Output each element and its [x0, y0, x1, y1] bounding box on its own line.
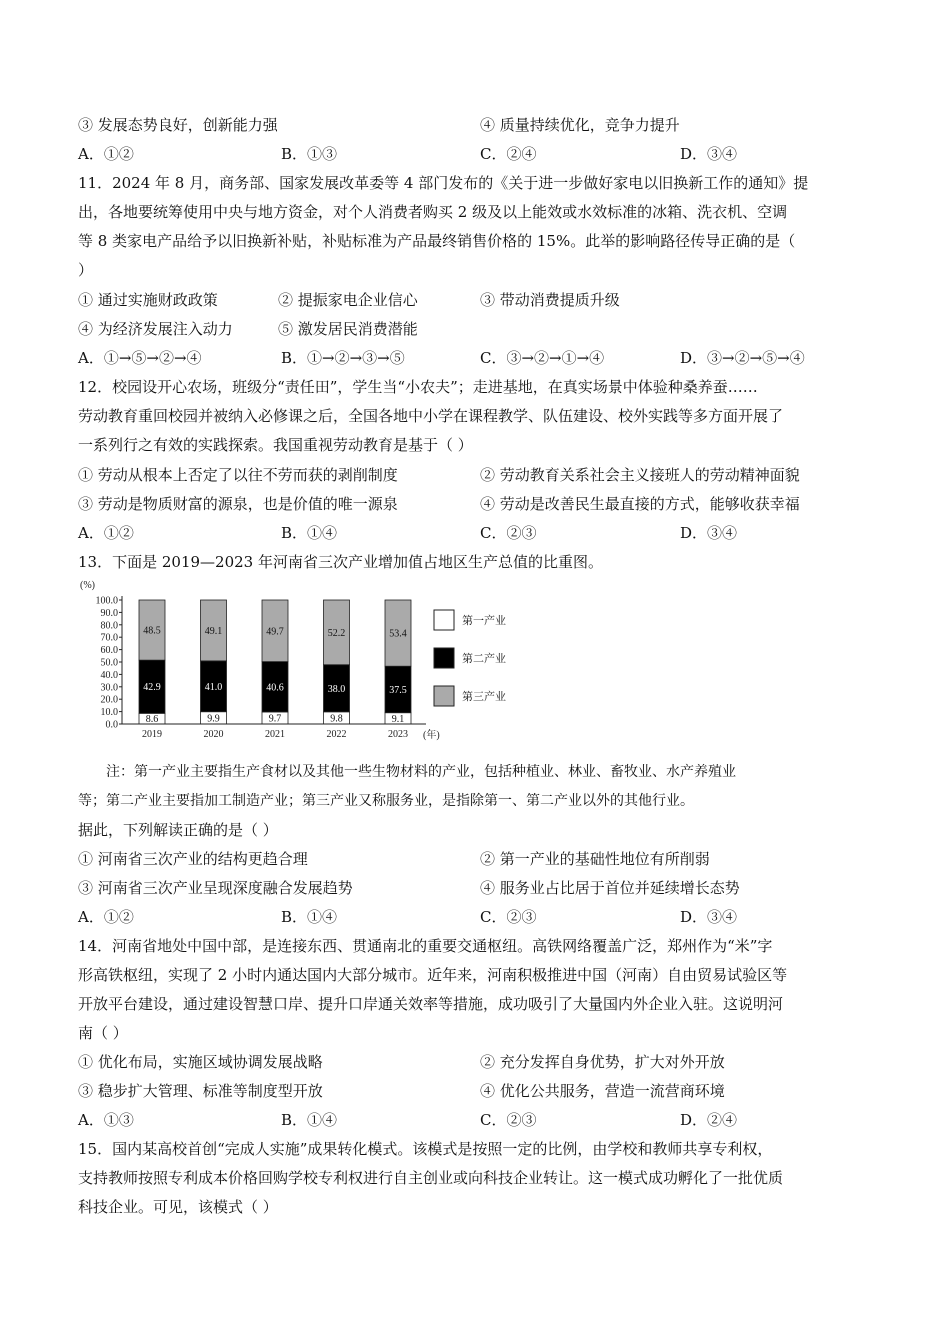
- bar-value-label: 49.1: [204, 625, 223, 637]
- q14-choice-d[interactable]: D．②④: [680, 1111, 738, 1129]
- bar-value-label: 49.7: [266, 626, 284, 638]
- q14-option-3: ③ 稳步扩大管理、标准等制度型开放: [78, 1082, 323, 1100]
- q11-options-row-2: [78, 319, 878, 339]
- q11-options-row-1: [78, 290, 878, 310]
- x-tick-label: 2020: [203, 729, 224, 740]
- q15-stem-line-2: 支持教师按照专利成本价格回购学校专利权进行自主创业或向科技企业转让。这一模式成功孵化了一批优质: [78, 1169, 784, 1187]
- bar-value-label: 53.4: [389, 628, 407, 640]
- y-tick-label: 40.0: [100, 669, 118, 681]
- legend-label: 第三产业: [462, 691, 506, 703]
- q13-note-line-1: 注：第一产业主要指生产食材以及其他一些生物材料的产业，包括种植业、林业、畜牧业、水产养殖业: [106, 764, 736, 780]
- q13-option-2: ② 第一产业的基础性地位有所削弱: [480, 850, 710, 868]
- q10-choice-b[interactable]: B．①③: [281, 145, 338, 163]
- q11-stem-line-4: ）: [78, 261, 94, 279]
- q14-choice-a[interactable]: A．①③: [78, 1111, 134, 1129]
- q14-option-4: ④ 优化公共服务，营造一流营商环境: [480, 1082, 725, 1100]
- q13-stem-line-1: 13．下面是 2019—2023 年河南省三次产业增加值占地区生产总值的比重图。: [78, 553, 603, 571]
- q12-option-4: ④ 劳动是改善民生最直接的方式，能够收获幸福: [480, 495, 800, 513]
- q11-option-2: ② 提振家电企业信心: [278, 291, 418, 309]
- q11-choice-d[interactable]: D．③→②→⑤→④: [680, 349, 805, 367]
- x-tick-label: 2019: [142, 729, 162, 740]
- q13-stem-line-2: 据此，下列解读正确的是（ ）: [78, 821, 278, 839]
- q12-option-1: ① 劳动从根本上否定了以往不劳而获的剥削制度: [78, 466, 398, 484]
- legend-label: 第一产业: [462, 615, 506, 627]
- q11-choices: [78, 348, 878, 368]
- bar-value-label: 52.2: [327, 627, 346, 639]
- q15-stem-line-3: 科技企业。可见，该模式（ ）: [78, 1198, 278, 1216]
- bar-value-label: 48.5: [143, 625, 161, 637]
- q14-choice-b[interactable]: B．①④: [281, 1111, 338, 1129]
- q11-stem-line-1: 11．2024 年 8 月，商务部、国家发展改革委等 4 部门发布的《关于进一步做好家电以旧换新工作的通知》提: [78, 174, 809, 192]
- q11-option-5: ⑤ 激发居民消费潜能: [278, 320, 418, 338]
- q13-choices: [78, 907, 878, 927]
- q13-choice-c[interactable]: C．②③: [480, 908, 537, 926]
- q12-option-2: ② 劳动教育关系社会主义接班人的劳动精神面貌: [480, 466, 800, 484]
- legend-swatch: [434, 686, 454, 706]
- q11-option-4: ④ 为经济发展注入动力: [78, 320, 233, 338]
- q13-choice-a[interactable]: A．①②: [78, 908, 134, 926]
- y-tick-label: 10.0: [100, 707, 118, 719]
- q14-stem-line-4: 南（ ）: [78, 1024, 128, 1042]
- q10-option-4: ④ 质量持续优化，竞争力提升: [480, 116, 680, 134]
- q10-choice-c[interactable]: C．②④: [480, 145, 537, 163]
- q12-choice-c[interactable]: C．②③: [480, 524, 537, 542]
- q14-choices: [78, 1110, 878, 1130]
- q14-option-1: ① 优化布局，实施区域协调发展战略: [78, 1053, 323, 1071]
- q13-choice-d[interactable]: D．③④: [680, 908, 738, 926]
- q14-stem-line-3: 开放平台建设，通过建设智慧口岸、提升口岸通关效率等措施，成功吸引了大量国内外企业入驻。这说明河: [78, 995, 784, 1013]
- q12-choice-a[interactable]: A．①②: [78, 524, 134, 542]
- chart-bars: [139, 600, 411, 725]
- bar-value-label: 41.0: [204, 681, 223, 693]
- q10-option-3: ③ 发展态势良好，创新能力强: [78, 116, 278, 134]
- q12-stem-line-1: 12．校园设开心农场，班级分“责任田”，学生当“小农夫”；走进基地，在真实场景中体验种桑养蚕……: [78, 378, 758, 396]
- q11-option-3: ③ 带动消费提质升级: [480, 291, 620, 309]
- q11-option-1: ① 通过实施财政政策: [78, 291, 218, 309]
- q12-option-3: ③ 劳动是物质财富的源泉，也是价值的唯一源泉: [78, 495, 398, 513]
- y-tick-label: 50.0: [100, 657, 118, 669]
- q12-choice-d[interactable]: D．③④: [680, 524, 738, 542]
- q14-choice-c[interactable]: C．②③: [480, 1111, 537, 1129]
- bar-value-label: 8.6: [145, 714, 159, 726]
- y-tick-label: 60.0: [100, 645, 118, 657]
- y-tick-label: 80.0: [100, 620, 118, 632]
- y-tick-label: 20.0: [100, 694, 118, 706]
- bar-value-label: 9.7: [268, 713, 282, 725]
- legend-label: 第二产业: [462, 653, 506, 665]
- q13-note-line-2: 等；第二产业主要指加工制造产业；第三产业又称服务业，是指除第一、第二产业以外的其他行业。: [78, 793, 694, 809]
- y-tick-label: 100.0: [95, 595, 118, 607]
- q11-choice-b[interactable]: B．①→②→③→⑤: [281, 349, 405, 367]
- bar-value-label: 40.6: [266, 682, 284, 694]
- q10-choices: [78, 144, 878, 164]
- x-axis-unit: (年): [423, 730, 440, 741]
- q11-stem-line-2: 出，各地要统筹使用中央与地方资金，对个人消费者购买 2 级及以上能效或水效标准的冰箱、洗衣机、空调: [78, 203, 788, 221]
- legend-swatch: [434, 610, 454, 630]
- bar-value-label: 9.1: [391, 713, 405, 725]
- q10-choice-d[interactable]: D．③④: [680, 145, 738, 163]
- q12-choice-b[interactable]: B．①④: [281, 524, 338, 542]
- bar-value-label: 9.8: [330, 713, 343, 725]
- x-axis: [122, 724, 440, 741]
- bar-value-label: 38.0: [327, 683, 346, 695]
- q12-stem-line-2: 劳动教育重回校园并被纳入必修课之后，全国各地中小学在课程教学、队伍建设、校外实践等多方面开展了: [78, 407, 784, 425]
- bar-value-label: 42.9: [143, 682, 161, 694]
- y-tick-label: 30.0: [100, 682, 118, 694]
- x-tick-label: 2022: [326, 729, 347, 740]
- q15-stem-line-1: 15．国内某高校首创“完成人实施”成果转化模式。该模式是按照一定的比例，由学校和教师共享专利权，: [78, 1140, 773, 1158]
- q11-stem-line-3: 等 8 类家电产品给予以旧换新补贴，补贴标准为产品最终销售价格的 15%。此举的影响路径传导正确的是（: [78, 232, 796, 250]
- bar-value-label: 9.9: [207, 713, 220, 725]
- q12-stem-line-3: 一系列行之有效的实践探索。我国重视劳动教育是基于（ ）: [78, 436, 473, 454]
- y-tick-label: 90.0: [100, 607, 118, 619]
- y-tick-label: 70.0: [100, 632, 118, 644]
- x-tick-label: 2021: [265, 729, 285, 740]
- q13-option-1: ① 河南省三次产业的结构更趋合理: [78, 850, 308, 868]
- y-axis: [80, 580, 122, 731]
- q14-option-2: ② 充分发挥自身优势，扩大对外开放: [480, 1053, 725, 1071]
- q13-choice-b[interactable]: B．①④: [281, 908, 338, 926]
- q14-stem-line-2: 形高铁枢纽，实现了 2 小时内通达国内大部分城市。近年来，河南积极推进中国（河南）自由贸易试验区等: [78, 966, 788, 984]
- q11-choice-a[interactable]: A．①→⑤→②→④: [78, 349, 202, 367]
- q11-choice-c[interactable]: C．③→②→①→④: [480, 349, 605, 367]
- y-axis-unit: (%): [80, 580, 95, 591]
- industry-share-chart: [76, 578, 536, 746]
- q13-option-3: ③ 河南省三次产业呈现深度融合发展趋势: [78, 879, 353, 897]
- q10-choice-a[interactable]: A．①②: [78, 145, 134, 163]
- y-tick-label: 0.0: [105, 719, 118, 731]
- bar-value-label: 37.5: [389, 684, 407, 696]
- q13-option-4: ④ 服务业占比居于首位并延续增长态势: [480, 879, 740, 897]
- chart-legend: [434, 610, 506, 706]
- q12-choices: [78, 523, 878, 543]
- q14-stem-line-1: 14．河南省地处中国中部，是连接东西、贯通南北的重要交通枢纽。高铁网络覆盖广泛，郑州作为“米”字: [78, 937, 773, 955]
- legend-swatch: [434, 648, 454, 668]
- x-tick-label: 2023: [388, 729, 408, 740]
